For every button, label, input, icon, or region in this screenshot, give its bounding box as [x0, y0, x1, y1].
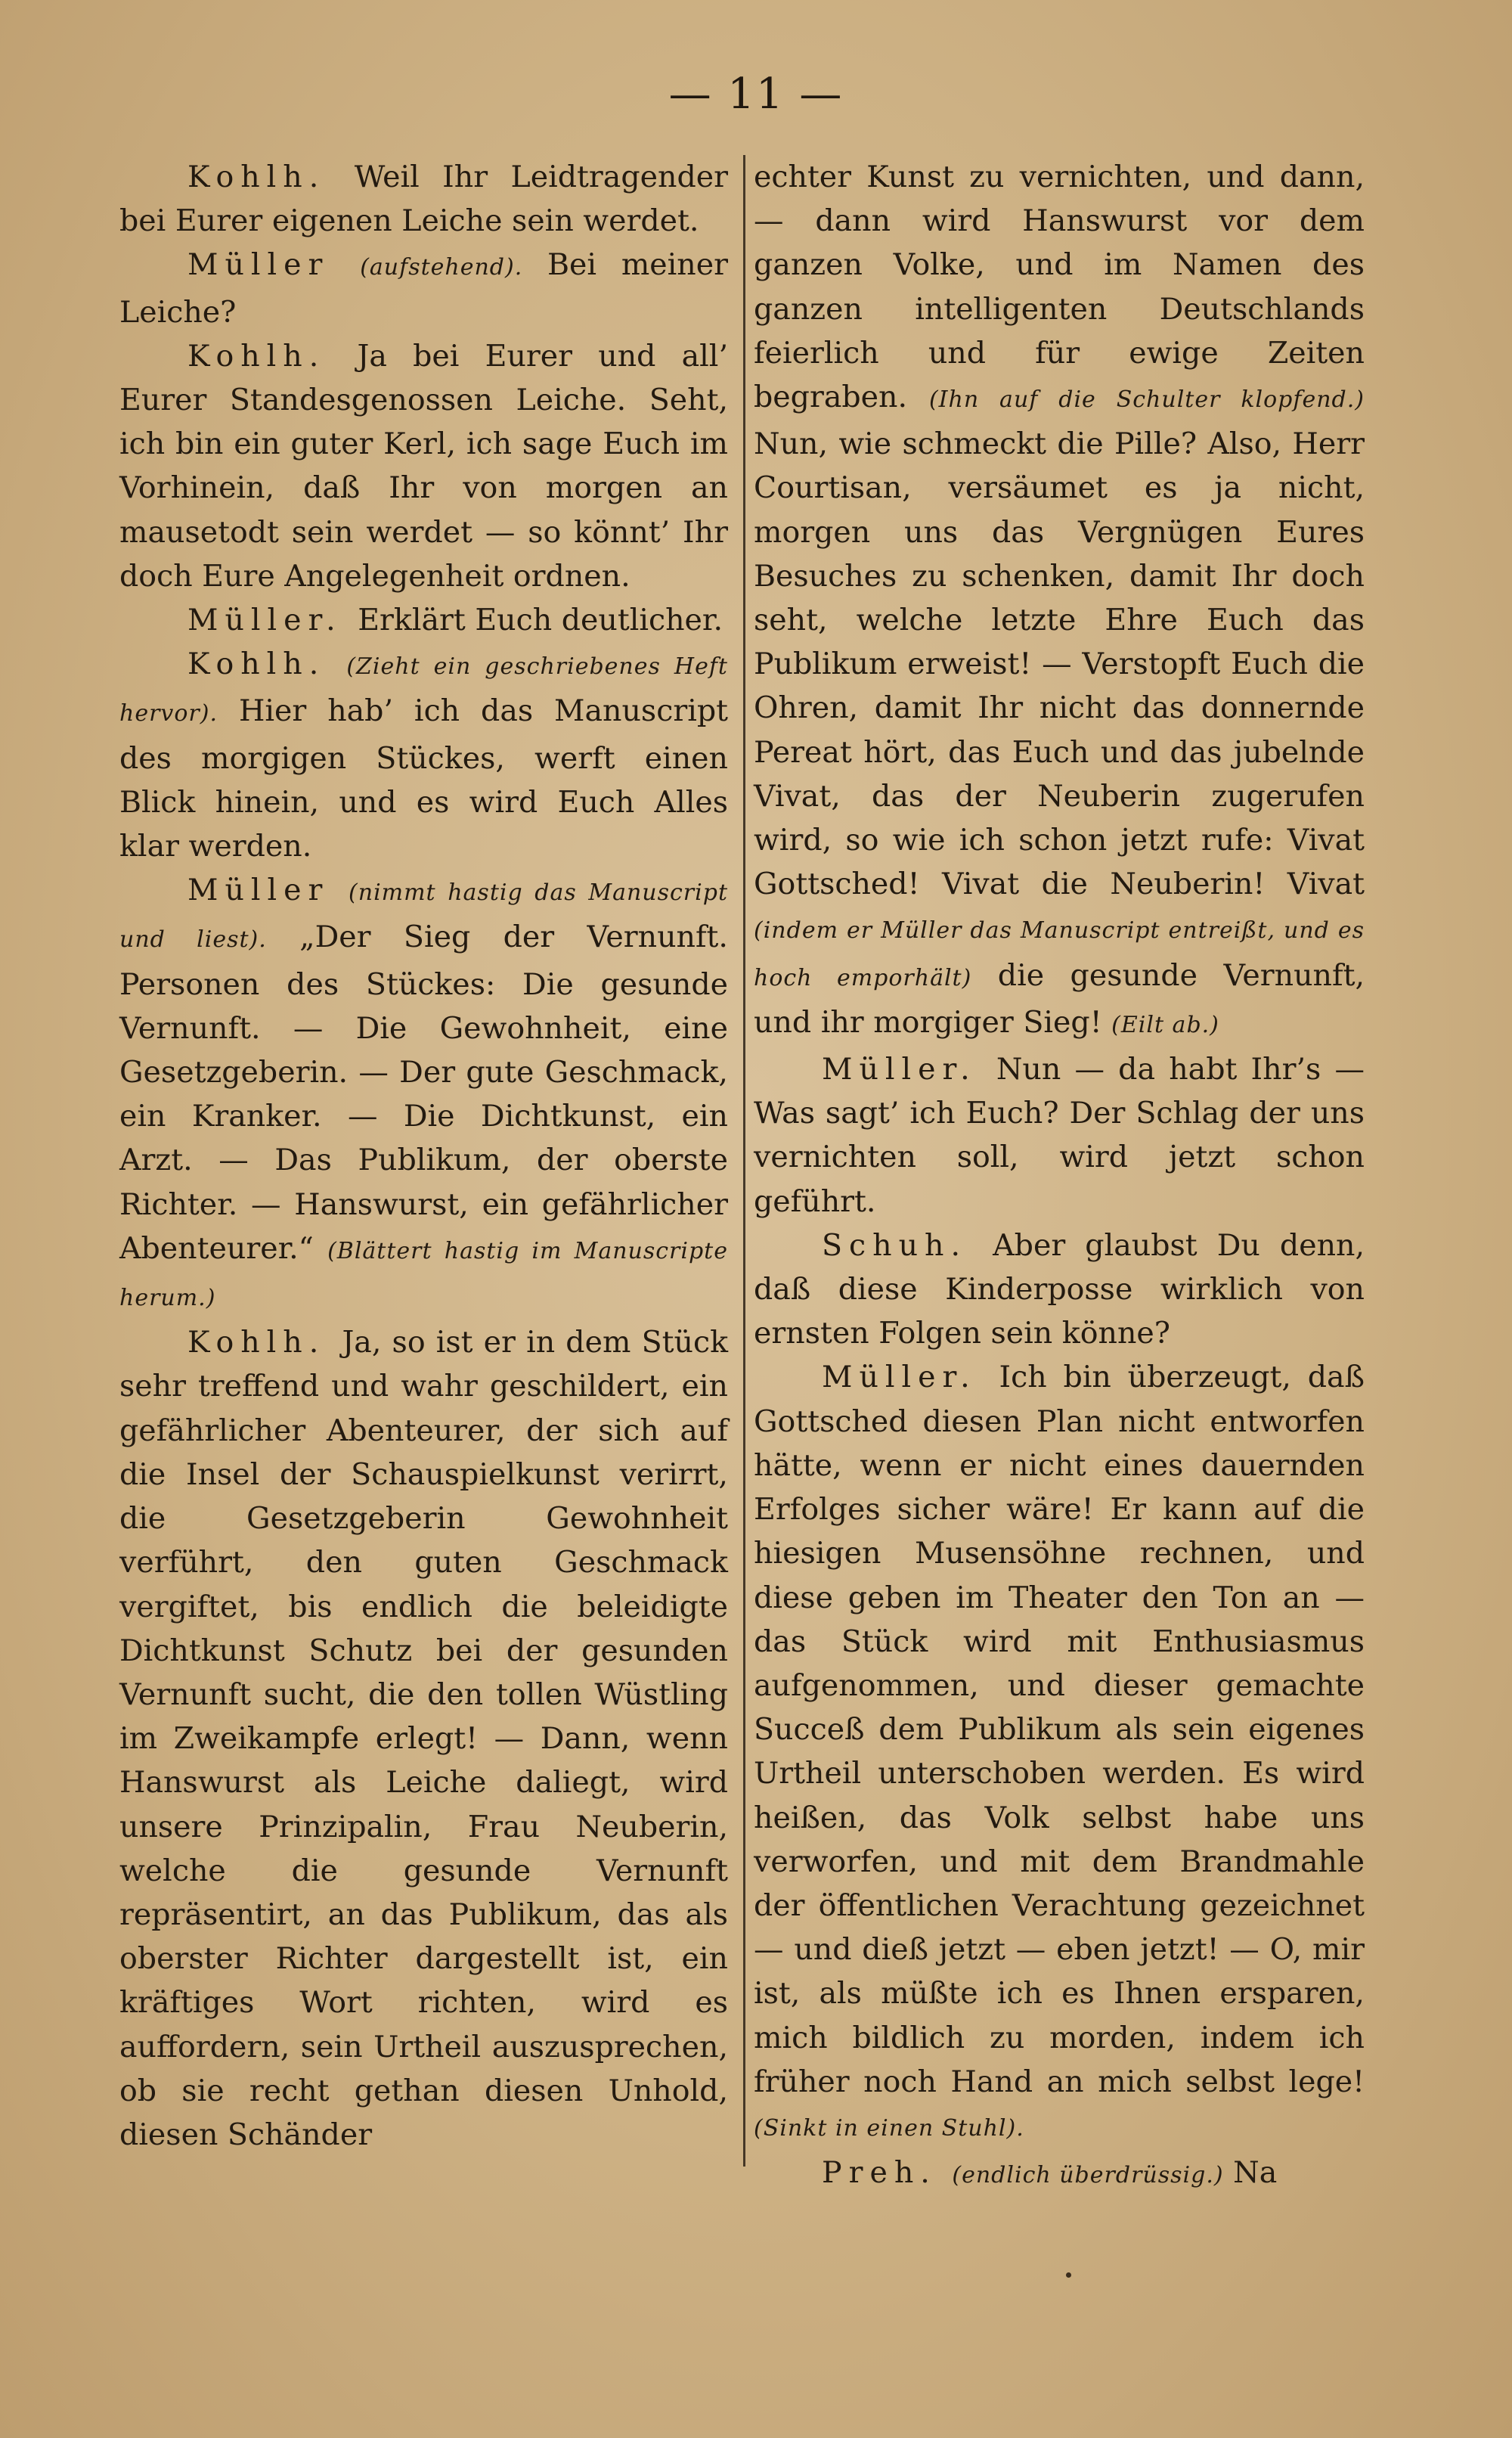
paragraph	[119, 598, 728, 642]
column-divider	[743, 155, 745, 2167]
paragraph	[119, 868, 728, 1320]
paragraph	[754, 1047, 1365, 1224]
speech-text: Ich bin überzeugt, daß Gottsched diesen Plan nicht entworfen hätte, wenn er nicht eines dauernden Erfolges sicher wäre! Er kann auf die hiesigen Musensöhne rechnen, und diese geben im Theater den Ton an — das Stück wird mit Enthusiasmus aufgenommen, und dieser gemachte Succeß dem Publikum als sein eigenes Urtheil unterschoben werden. Es wird heißen, das Volk selbst habe uns verworfen, und mit dem Brandmahle der öffentlichen Verachtung gezeichnet — und dieß jetzt — eben jetzt! — O, mir ist, als müßte ich es Ihnen ersparen, mich bildlich zu morden, indem ich früher noch Hand an mich selbst lege!	[754, 1360, 1365, 2099]
speaker-name: Kohlh.	[187, 160, 326, 194]
paragraph	[754, 2151, 1365, 2198]
speaker-name: Kohlh.	[187, 647, 326, 682]
left-column	[119, 155, 728, 2157]
speaker-name: Müller.	[822, 1360, 977, 1395]
speaker-name: Kohlh.	[187, 338, 326, 374]
speech-text: Erklärt Euch deutlicher.	[358, 603, 723, 638]
speaker-name: Preh.	[822, 2155, 937, 2191]
paragraph	[754, 1224, 1365, 1356]
speech-text: Aber glaubst Du denn, daß diese Kinderposse wirklich von ernsten Folgen sein könne?	[754, 1227, 1365, 1351]
page-number: — 11 —	[668, 70, 844, 119]
speech-text: Na	[1233, 2155, 1278, 2191]
stage-direction: (Zieht ein geschriebenes Heft hervor).	[119, 653, 728, 727]
right-column	[754, 155, 1365, 2198]
paragraph	[119, 243, 728, 333]
stage-direction: (Blättert hastig im Manuscripte herum.)	[119, 1237, 728, 1312]
stage-direction: (aufstehend).	[360, 254, 523, 281]
speaker-name: Müller.	[187, 603, 342, 638]
paragraph	[119, 1320, 728, 2157]
stage-direction: (nimmt hastig das Manuscript und liest).	[119, 879, 728, 954]
speech-text: Nun, wie schmeckt die Pille? Also, Herr Courtisan, versäumet es ja nicht, morgen uns das Vergnügen Eures Besuches zu schenken, damit Ihr doch seht, welche letzte Ehre Euch das Publikum erweist! — Verstopft Euch die Ohren, damit Ihr nicht das donnernde Pereat hört, das Euch und das jubelnde Vivat, das der Neuberin zugerufen wird, so wie ich schon jetzt rufe: Vivat Gottsched! Vivat die Neuberin! Vivat	[754, 426, 1365, 902]
paragraph	[119, 642, 728, 868]
speaker-name: Schuh.	[822, 1227, 968, 1263]
stage-direction: (Sinkt in einen Stuhl).	[754, 2114, 1024, 2142]
speech-text: die gesunde Vernunft, und ihr morgiger Sieg!	[754, 957, 1365, 1040]
speech-text: Weil Ihr Leidtragender bei Eurer eigenen Leiche sein werdet.	[119, 160, 728, 239]
stage-direction: (Eilt ab.)	[1111, 1011, 1219, 1038]
speaker-name: Müller	[187, 873, 330, 908]
speech-text: „Der Sieg der Vernunft. Personen des Stückes: Die gesunde Vernunft. — Die Gewohnheit, eine Gesetzgeberin. — Der gute Geschmack, ein Kranker. — Die Dichtkunst, ein Arzt. — Das Publikum, der oberste Richter. — Hanswurst, ein gefährlicher Abenteurer.“	[119, 920, 728, 1266]
stage-direction: (endlich überdrüssig.)	[952, 2162, 1224, 2189]
speech-text: Hier hab’ ich das Manuscript des morgigen Stückes, werft einen Blick hinein, und es wird Euch Alles klar werden.	[119, 693, 728, 864]
ink-speck	[1066, 2272, 1071, 2278]
speech-text: echter Kunst zu vernichten, und dann, — dann wird Hanswurst vor dem ganzen Volke, und im Namen des ganzen intelligenten Deutschlands feierlich und für ewige Zeiten begraben.	[754, 160, 1365, 415]
paragraph	[754, 1355, 1365, 2151]
paragraph	[119, 334, 728, 598]
paragraph-continuation	[754, 155, 1365, 1047]
stage-direction: (Ihn auf die Schulter klopfend.)	[928, 386, 1365, 414]
stage-direction: (indem er Müller das Manuscript entreißt, und es hoch emporhält)	[754, 917, 1365, 991]
speech-text: Ja, so ist er in dem Stück sehr treffend und wahr geschildert, ein gefährlicher Abenteurer, der sich auf die Insel der Schauspielkunst verirrt, die Gesetzgeberin Gewohnheit verführt, den guten Geschmack vergiftet, bis endlich die beleidigte Dichtkunst Schutz bei der gesunden Vernunft sucht, die den tollen Wüstling im Zweikampfe erlegt! — Dann, wenn Hanswurst als Leiche daliegt, wird unsere Prinzipalin, Frau Neuberin, welche die gesunde Vernunft repräsentirt, an das Publikum, das als oberster Richter dargestellt ist, ein kräftiges Wort richten, wird es auffordern, sein Urtheil auszusprechen, ob sie recht gethan diesen Unhold, diesen Schänder	[119, 1325, 729, 2152]
paragraph	[119, 155, 728, 243]
speech-text: Bei meiner Leiche?	[119, 247, 728, 330]
speaker-name: Müller.	[822, 1052, 977, 1087]
speaker-name: Kohlh.	[187, 1325, 326, 1360]
speech-text: Nun — da habt Ihr’s — Was sagt’ ich Euch? Der Schlag der uns vernichten soll, wird jetzt schon geführt.	[754, 1052, 1365, 1219]
speaker-name: Müller	[187, 247, 330, 283]
speech-text: Ja bei Eurer und all’ Eurer Standesgenossen Leiche. Seht, ich bin ein guter Kerl, ich sage Euch im Vorhinein, daß Ihr von morgen an mausetodt sein werdet — so könnt’ Ihr doch Eure Angelegenheit ordnen.	[119, 338, 728, 594]
